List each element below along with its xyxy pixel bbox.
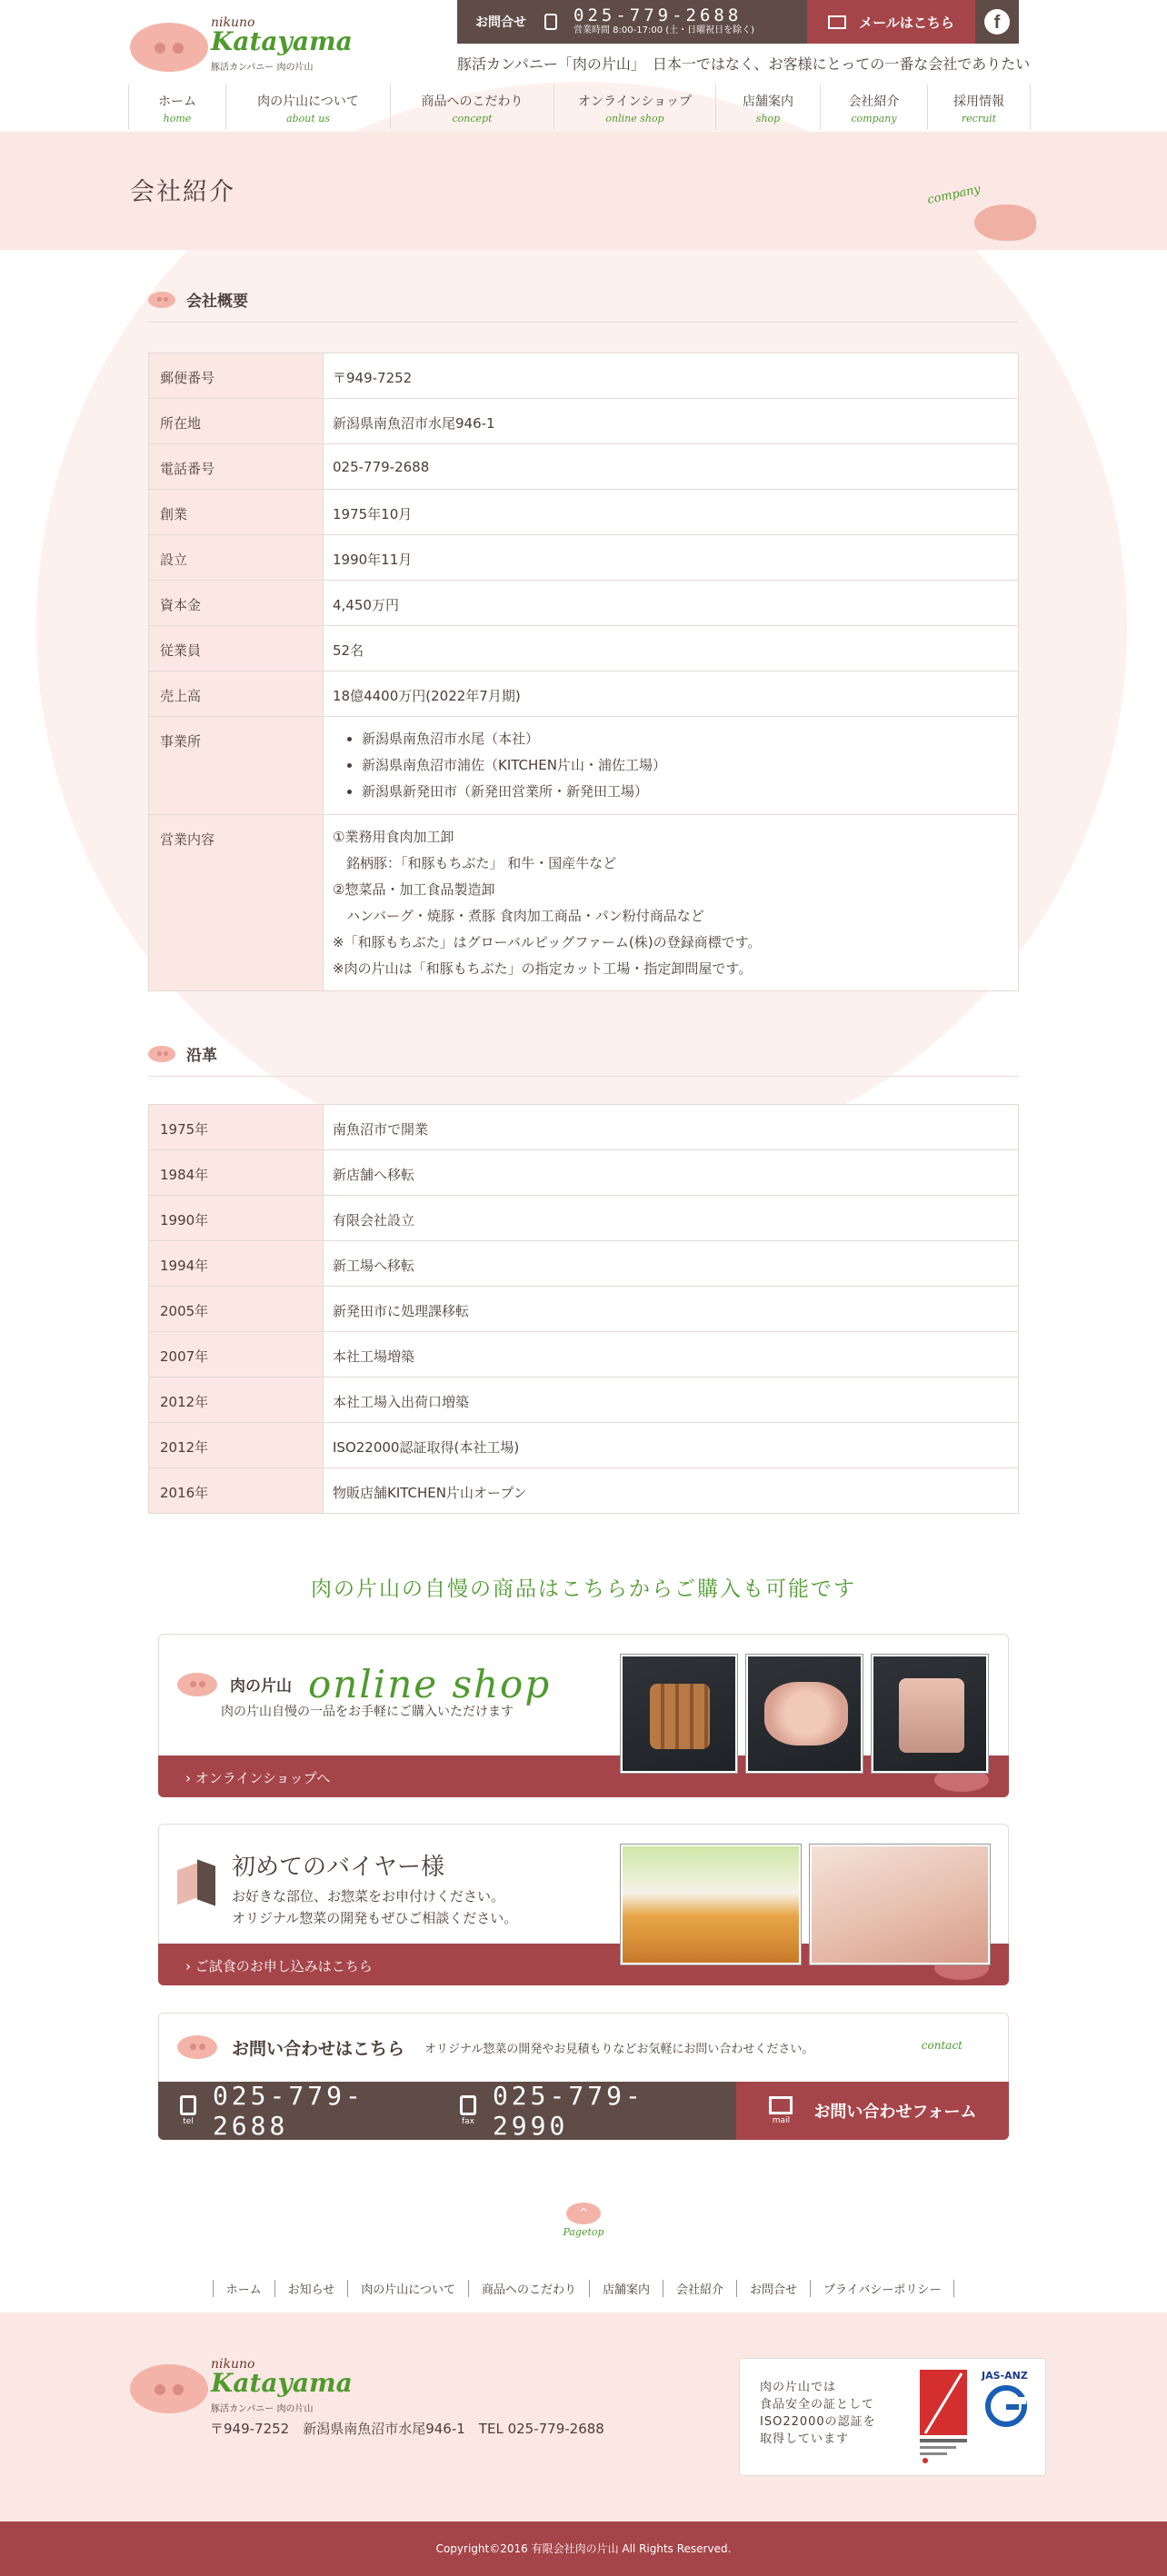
table-row (149, 581, 1019, 626)
iso-line: 肉の片山では (760, 2381, 837, 2394)
table-row (149, 1332, 1019, 1378)
contact-form-label: お問い合わせフォーム (813, 2103, 977, 2122)
top-bar (457, 0, 1019, 44)
nav-item-shop[interactable] (716, 85, 821, 130)
table-row (149, 353, 1019, 399)
pig-nose-icon (148, 1046, 175, 1062)
year-label: 1994年 (149, 1241, 324, 1287)
office-item: • 新潟県新発田市（新発田営業所・新発田工場） (362, 779, 1009, 805)
tagline: 豚活カンパニー「肉の片山」 日本一ではなく、お客様にとっての一番な会社でありたい (457, 55, 1031, 73)
footer-nav (0, 2280, 1167, 2297)
page-title-band (0, 132, 1167, 250)
logo-top-text: nikuno (211, 15, 255, 30)
footer-nav-item[interactable]: プライバシーポリシー (810, 2280, 954, 2297)
footer-nav-item[interactable]: 商品へのこだわり (468, 2280, 589, 2297)
nav-label-en: home (163, 113, 192, 124)
roast-pork-image (810, 1845, 990, 1964)
online-shop-word: online shop (308, 1662, 552, 1706)
office-item: • 新潟県南魚沼市浦佐（KITCHEN片山・浦佐工場） (362, 752, 1009, 779)
event-text: ISO22000認証取得(本社工場) (324, 1423, 1019, 1468)
year-label: 1975年 (149, 1105, 324, 1150)
year-label: 2016年 (149, 1468, 324, 1514)
fax-icon: fax (456, 2095, 480, 2126)
site-logo[interactable] (130, 14, 353, 74)
event-text: 本社工場増築 (324, 1332, 1019, 1378)
row-label: 設立 (149, 535, 324, 581)
event-text: 物販店舗KITCHEN片山オープン (324, 1468, 1019, 1514)
nav-label: 商品へのこだわり (421, 94, 524, 109)
iso-text (760, 2379, 876, 2448)
row-label: 売上高 (149, 671, 324, 717)
row-value: 4,450万円 (324, 581, 1019, 626)
logo-sub-text: 豚活カンパニー 肉の片山 (211, 63, 314, 73)
row-label: 従業員 (149, 626, 324, 671)
nav-label: オンラインショップ (578, 94, 692, 109)
table-row (149, 1378, 1019, 1423)
table-row (149, 1150, 1019, 1196)
facebook-button[interactable] (975, 0, 1019, 44)
business-line: 銘柄豚：「和豚もちぶた」 和牛・国産牛など (333, 855, 617, 871)
footer-logo[interactable] (130, 2355, 353, 2415)
iso-box (739, 2358, 1046, 2476)
nav-label-en: concept (452, 113, 493, 124)
nav-label-en: about us (286, 113, 330, 124)
mail-label: メールはこちら (859, 14, 954, 31)
footer-nav-item[interactable]: お知らせ (274, 2280, 348, 2297)
row-label: 資本金 (149, 581, 324, 626)
nav-label: ホーム (158, 94, 196, 109)
facebook-icon: f (984, 9, 1010, 35)
row-label: 電話番号 (149, 444, 324, 490)
footer-nav-item[interactable]: 肉の片山について (347, 2280, 468, 2297)
table-row (149, 1241, 1019, 1287)
iso-line: 食品安全の証として (760, 2398, 875, 2412)
table-row (149, 1287, 1019, 1332)
table-row (149, 671, 1019, 717)
phone-icon: tel (176, 2095, 200, 2126)
footer-nav-item[interactable]: お問合せ (736, 2280, 810, 2297)
shop-name: 肉の片山 (230, 1677, 292, 1696)
row-value: 1975年10月 (324, 490, 1019, 535)
row-value: 52名 (324, 626, 1019, 671)
business-line: ※「和豚もちぶた」はグローバルピッグファーム(株)の登録商標です。 (333, 934, 762, 950)
row-label: 創業 (149, 490, 324, 535)
mail-button[interactable] (807, 0, 975, 44)
overview-table (148, 353, 1019, 991)
nav-item-online-shop[interactable] (554, 85, 716, 130)
buyer-card[interactable] (158, 1824, 1009, 1985)
table-row (149, 1105, 1019, 1150)
contact-title: お問い合わせはこちら (232, 2038, 405, 2059)
row-value: 18億4400万円(2022年7月期) (324, 671, 1019, 717)
pig-logo-icon (130, 2364, 208, 2413)
online-shop-link-text: › オンラインショップへ (185, 1770, 331, 1786)
logo-main-text: Katayama (211, 2368, 353, 2398)
table-row (149, 1196, 1019, 1241)
row-value: 1990年11月 (324, 535, 1019, 581)
event-text: 新工場へ移転 (324, 1241, 1019, 1287)
buyer-desc-2: オリジナル惣菜の開発もぜひご相談ください。 (232, 1910, 518, 1926)
business-lines (333, 824, 1009, 982)
nav-label: 店舗案内 (743, 94, 793, 109)
history-table (148, 1104, 1019, 1514)
nav-label-en: online shop (605, 113, 664, 124)
nav-item-company[interactable] (821, 85, 928, 130)
row-label: 事業所 (149, 717, 324, 815)
nav-label-en: shop (755, 113, 781, 124)
arrow-up-icon: ^ (566, 2203, 601, 2224)
footer-address: 〒949-7252 新潟県南魚沼市水尾946-1 TEL 025-779-2688 (210, 2421, 604, 2437)
table-row (149, 399, 1019, 444)
event-text: 本社工場入出荷口増築 (324, 1378, 1019, 1423)
table-row (149, 815, 1019, 991)
online-shop-logo (177, 1662, 551, 1706)
pork-product-image (872, 1655, 988, 1773)
event-text: 新店舗へ移転 (324, 1150, 1019, 1196)
table-row (149, 1423, 1019, 1468)
ham-product-image (746, 1655, 863, 1773)
shop-description: 肉の片山自慢の一品をお手軽にご購入いただけます (221, 1705, 514, 1719)
table-row (149, 626, 1019, 671)
logo-sub-text: 豚活カンパニー 肉の片山 (211, 2404, 314, 2414)
history-heading-text: 沿革 (186, 1047, 217, 1065)
tasting-link-text: › ご試食のお申し込みはこちら (185, 1958, 373, 1974)
buy-heading: 肉の片山の自慢の商品はこちらからご購入も可能です (311, 1577, 856, 1601)
nav-label: 会社紹介 (848, 94, 900, 109)
event-text: 新発田市に処理課移転 (324, 1287, 1019, 1332)
footer (0, 2312, 1167, 2521)
mail-icon: mail (768, 2096, 793, 2125)
pagetop-button[interactable] (561, 2203, 606, 2238)
contact-label: お問合せ (475, 15, 526, 30)
nav-item-about-us[interactable] (226, 85, 391, 130)
year-label: 1990年 (149, 1196, 324, 1241)
global-nav (128, 85, 1031, 130)
pig-nose-icon (177, 2035, 217, 2059)
page-title: 会社紹介 (130, 178, 235, 206)
iso-line: 取得しています (760, 2432, 850, 2446)
sausage-product-image (621, 1655, 737, 1773)
table-row (149, 1468, 1019, 1514)
contact-fax-number: 025-779-2990 (492, 2082, 644, 2140)
footer-nav-item[interactable]: 会社紹介 (663, 2280, 736, 2297)
event-text: 南魚沼市で開業 (324, 1105, 1019, 1150)
table-row (149, 444, 1019, 490)
pig-nose-icon (177, 1673, 217, 1696)
business-line: ①業務用食肉加工卸 (333, 829, 454, 845)
pagetop-label: Pagetop (563, 2226, 604, 2238)
page-title-en: company (926, 183, 982, 207)
svg-text:JAS-ANZ: JAS-ANZ (982, 2370, 1028, 2382)
buyer-title: 初めてのバイヤー様 (232, 1854, 445, 1881)
nav-item-recruit[interactable] (928, 85, 1031, 130)
jas-anz-badge-icon (978, 2370, 1034, 2430)
event-text: 有限会社設立 (324, 1196, 1019, 1241)
header (0, 0, 1167, 132)
copyright: Copyright©2016 有限会社肉の片山 All Rights Reserved. (0, 2521, 1167, 2576)
logo-main-text: Katayama (211, 26, 353, 56)
office-list (362, 726, 1009, 805)
row-label: 郵便番号 (149, 353, 324, 399)
overview-heading-text: 会社概要 (186, 293, 248, 311)
history-heading (148, 1031, 1019, 1077)
nav-label-en: recruit (961, 113, 997, 124)
header-contact[interactable] (457, 0, 807, 44)
contact-form-button[interactable] (736, 2082, 1009, 2140)
phone-icon (544, 14, 557, 30)
contact-desc: オリジナル惣菜の開発やお見積もりなどお気軽にお問い合わせください。 (424, 2042, 814, 2056)
row-label: 所在地 (149, 399, 324, 444)
contact-fax (456, 2082, 703, 2140)
cutlet-image (621, 1845, 801, 1964)
year-label: 2012年 (149, 1378, 324, 1423)
pig-logo-icon (130, 23, 208, 72)
pig-nose-icon (148, 292, 175, 308)
table-row (149, 717, 1019, 815)
table-row (149, 535, 1019, 581)
logo-top-text: nikuno (211, 2357, 255, 2372)
row-value: 〒949-7252 (324, 353, 1019, 399)
footer-nav-item[interactable]: 店舗案内 (589, 2280, 663, 2297)
overview-heading (148, 277, 1019, 323)
business-line: ハンバーグ・焼豚・煮豚 食肉加工商品・パン粉付商品など (333, 908, 704, 924)
header-phone: 025-779-2688 (574, 5, 743, 25)
contact-box (158, 2013, 1009, 2140)
year-label: 2007年 (149, 1332, 324, 1378)
row-label: 営業内容 (149, 815, 324, 991)
table-row (149, 490, 1019, 535)
contact-word: contact (921, 2039, 963, 2052)
nav-item-home[interactable] (129, 85, 226, 130)
row-value: 新潟県南魚沼市水尾946-1 (324, 399, 1019, 444)
office-item: • 新潟県南魚沼市水尾（本社） (362, 726, 1009, 752)
iso-line: ISO22000の認証を (760, 2415, 876, 2429)
pig-illustration-icon (974, 204, 1036, 241)
nav-label: 採用情報 (953, 94, 1004, 109)
nav-label-en: company (851, 113, 897, 124)
mail-icon (828, 15, 846, 29)
buyer-icon (177, 1859, 217, 1908)
year-label: 2012年 (149, 1423, 324, 1468)
year-label: 2005年 (149, 1287, 324, 1332)
footer-nav-item[interactable]: ホーム (213, 2280, 274, 2297)
business-line: ②惣菜品・加工食品製造卸 (333, 881, 495, 898)
certified-system-badge-icon (920, 2370, 967, 2464)
nav-label: 肉の片山について (257, 94, 359, 109)
buyer-desc-1: お好きな部位、お惣菜をお申付けください。 (232, 1888, 505, 1905)
business-hours: 営業時間 8:00-17:00 (土・日曜祝日を除く) (574, 25, 755, 35)
online-shop-card[interactable] (158, 1634, 1009, 1797)
business-line: ※肉の片山は「和豚もちぶた」の指定カット工場・指定卸問屋です。 (333, 960, 753, 977)
year-label: 1984年 (149, 1150, 324, 1196)
contact-tel-number: 025-779-2688 (212, 2082, 364, 2140)
contact-tel[interactable] (176, 2082, 424, 2140)
row-value: 025-779-2688 (324, 444, 1019, 490)
nav-item-concept[interactable] (391, 85, 554, 130)
